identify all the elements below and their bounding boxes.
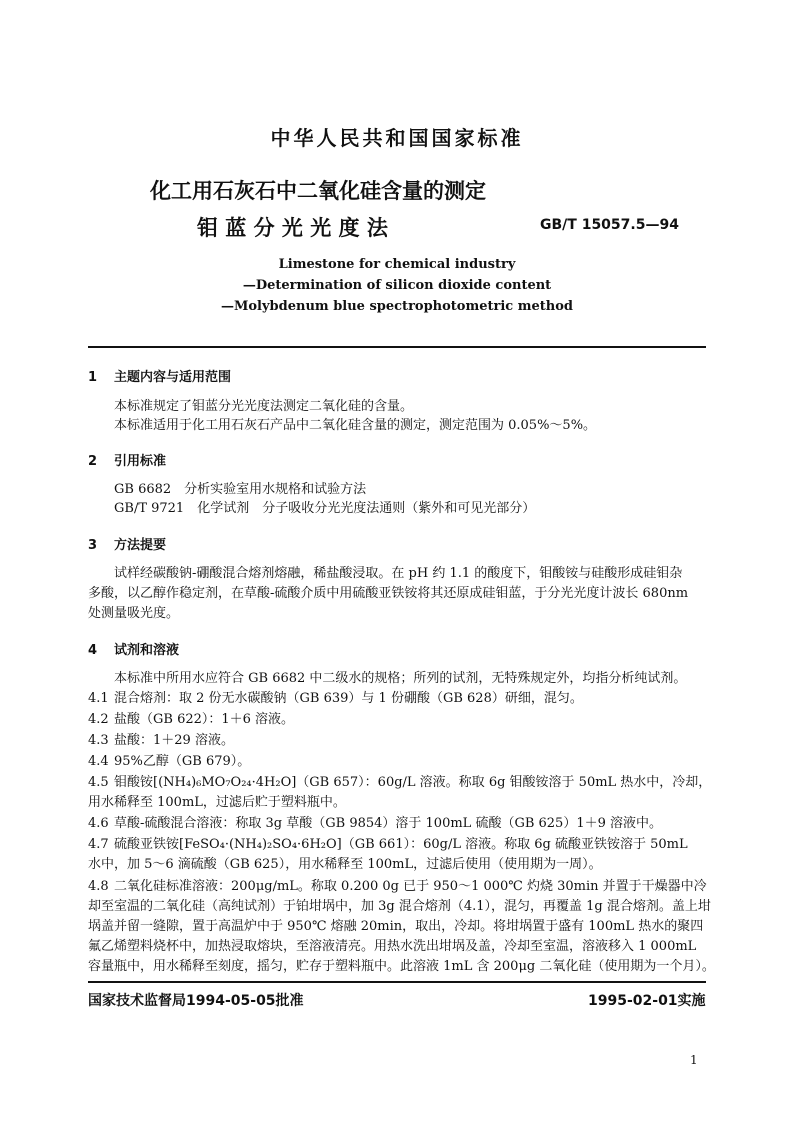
reference-item: GB 6682 分析实验室用水规格和试验方法 [114,482,367,497]
item-text: 盐酸（GB 622）：1＋6 溶液。 [114,712,295,727]
header-divider [88,346,706,348]
effective-date: 1995-02-01实施 [588,993,706,1009]
paragraph: 本标准适用于化工用石灰石产品中二氧化硅含量的测定，测定范围为 0.05%～5%。 [114,418,597,433]
item-4-4 [88,753,250,771]
item-4-3 [88,732,234,750]
section-number: 1 [88,370,98,385]
english-title-1: Limestone for chemical industry [278,257,516,272]
standard-code: GB/T 15057.5—94 [540,217,679,233]
section-3-heading [88,534,166,553]
reference-item: GB/T 9721 化学试剂 分子吸收分光光度法通则（紫外和可见光部分） [114,501,536,516]
item-4-8-cont: 氟乙烯塑料烧杯中，加热浸取熔块，至溶液清亮。用热水洗出坩埚及盖，冷却至室温，溶液移入 1 000mL [88,939,697,954]
item-4-8 [88,878,707,896]
item-4-7-cont: 水中，加 5～6 滴硫酸（GB 625），用水稀释至 100mL，过滤后使用（使用期为一周）。 [88,857,602,872]
section-2-heading [88,450,166,469]
item-4-5 [88,774,711,792]
item-number: 4.3 [88,733,109,748]
doc-title-line1: 化工用石灰石中二氧化硅含量的测定 [150,179,486,203]
paragraph-line: 处测量吸光度。 [88,606,180,621]
section-1-heading [88,366,231,385]
item-4-6 [88,815,662,833]
item-4-2 [88,711,294,729]
item-text: 95%乙醇（GB 679）。 [114,754,251,769]
item-number: 4.5 [88,775,109,790]
paragraph-line: 多酸，以乙醇作稳定剂，在草酸-硫酸介质中用硫酸亚铁铵将其还原成硅钼蓝，于分光光度计波长 680nm [88,586,689,601]
paragraph-line: 试样经碳酸钠-硼酸混合熔剂熔融，稀盐酸浸取。在 pH 约 1.1 的酸度下，钼酸铵与硅酸形成硅钼杂 [114,566,683,581]
item-number: 4.6 [88,816,109,831]
english-title-3: —Molybdenum blue spectrophotometric method [221,299,573,314]
item-4-5-cont: 用水稀释至 100mL，过滤后贮于塑料瓶中。 [88,795,346,810]
item-text: 钼酸铵[(NH₄)₆MO₇O₂₄·4H₂O]（GB 657）：60g/L 溶液。称取 6g 钼酸铵溶于 50mL 热水中，冷却， [114,775,712,790]
section-number: 3 [88,538,98,553]
item-4-8-cont: 却至室温的二氧化硅（高纯试剂）于铂坩埚中，加 3g 混合熔剂（4.1），混匀，再覆盖 1g 混合熔剂。盖上坩 [88,899,711,914]
item-4-1 [88,690,583,708]
item-text: 盐酸：1＋29 溶液。 [114,733,234,748]
doc-title-line2: 钼 蓝 分 光 光 度 法 [197,216,388,240]
section-4-heading [88,639,179,658]
item-number: 4.8 [88,879,109,894]
paragraph: 本标准规定了钼蓝分光光度法测定二氧化硅的含量。 [114,399,414,414]
item-text: 草酸-硫酸混合溶液：称取 3g 草酸（GB 9854）溶于 100mL 硫酸（GB 625）1＋9 溶液中。 [114,816,662,831]
section-number: 4 [88,643,98,658]
item-number: 4.4 [88,754,109,769]
section-title: 方法提要 [114,538,167,553]
item-number: 4.7 [88,837,109,852]
item-text: 混合熔剂：取 2 份无水碳酸钠（GB 639）与 1 份硼酸（GB 628）研细，混匀。 [114,691,583,706]
item-4-8-cont: 埚盖并留一缝隙，置于高温炉中于 950℃ 熔融 20min，取出，冷却。将坩埚置于盛有 100mL 热水的聚四 [88,919,704,934]
english-title-2: —Determination of silicon dioxide content [242,278,552,293]
item-number: 4.1 [88,691,109,706]
page-number: 1 [690,1053,698,1067]
item-text: 硫酸亚铁铵[FeSO₄·(NH₄)₂SO₄·6H₂O]（GB 661）：60g/L 溶液。称取 6g 硫酸亚铁铵溶于 50mL [114,837,688,852]
approval-line: 国家技术监督局1994-05-05批准 [88,993,304,1009]
org-title: 中华人民共和国国家标准 [270,126,524,150]
item-number: 4.2 [88,712,109,727]
footer-divider [88,981,706,983]
item-4-7 [88,836,688,854]
item-4-8-cont: 容量瓶中，用水稀释至刻度，摇匀，贮存于塑料瓶中。此溶液 1mL 含 200μg 二氧化硅（使用期为一个月）。 [88,959,715,974]
section-title: 引用标准 [114,454,167,469]
section-number: 2 [88,454,98,469]
paragraph: 本标准中所用水应符合 GB 6682 中二级水的规格；所列的试剂，无特殊规定外，均指分析纯试剂。 [114,671,687,686]
section-title: 试剂和溶液 [114,643,180,658]
item-text: 二氧化硅标准溶液：200μg/mL。称取 0.200 0g 已于 950～1 000℃ 灼烧 30min 并置于干燥器中冷 [114,879,707,894]
section-title: 主题内容与适用范围 [114,370,232,385]
